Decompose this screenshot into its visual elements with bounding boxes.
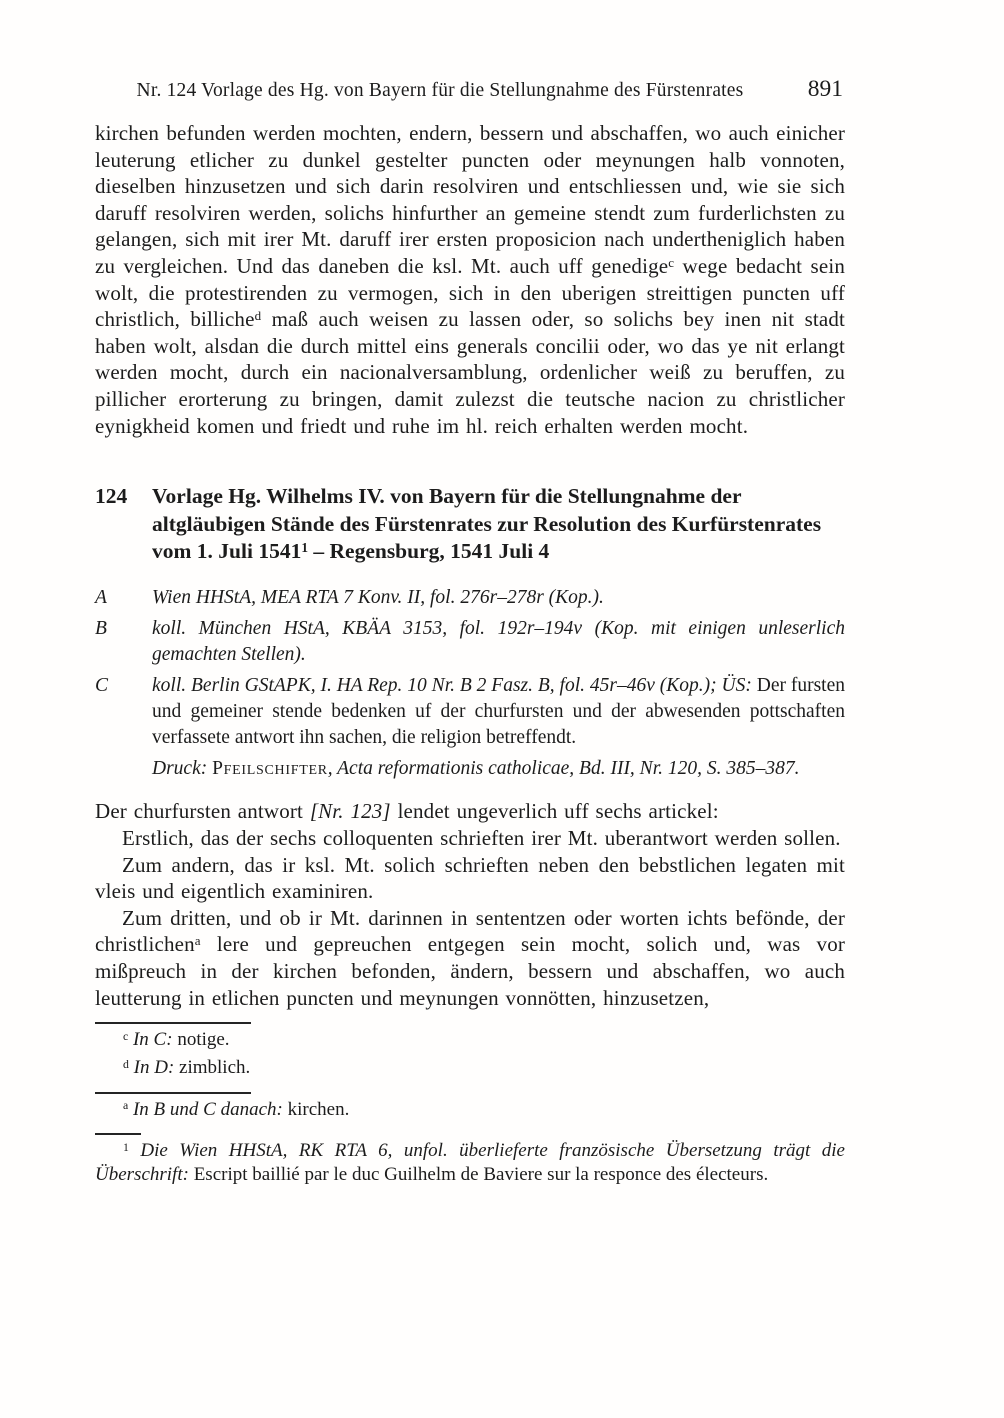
- source-label-c: C: [95, 675, 109, 697]
- source-label-b: B: [95, 618, 107, 640]
- source-text-b: koll. München HStA, KBÄA 3153, fol. 192r–194v (Kop. mit einigen unleserlich gemachten Stellen).: [152, 618, 845, 666]
- document-paragraph: Der churfursten antwort [Nr. 123] lendet ungeverlich uff sechs artickel:: [95, 799, 719, 824]
- footnote-variant-c: $^c$ In C: notige.: [123, 1029, 230, 1051]
- document-paragraph: Zum dritten, und ob ir Mt. darinnen in sententzen oder worten ichts befönde, der christlichen$^a$ lere und gepreuchen entgegen sein mocht, solich und, was vor mißpreuch in der kirchen befonden, ändern, bessern und abschaffen, wo auch leutterung in etlichen puncten und meynungen vonnötten, hinzusetzen,: [95, 905, 845, 1010]
- footnote-separator-rule: [95, 1092, 251, 1094]
- document-paragraph: Erstlich, das der sechs colloquenten schrieften irer Mt. uberantwort werden sollen.: [122, 825, 841, 850]
- print-note: Druck: Pfeilschifter, Acta reformationis catholicae, Bd. III, Nr. 120, S. 385–387.: [152, 758, 800, 780]
- running-title: Nr. 124 Vorlage des Hg. von Bayern für die Stellungnahme des Fürstenrates: [136, 80, 744, 101]
- document-paragraph: Zum andern, das ir ksl. Mt. solich schrieften neben den bebstlichen legaten mit vleis und eigentlich examiniren.: [95, 852, 845, 904]
- footnote-group-variants-cd: [95, 1022, 845, 1080]
- source-text-a: Wien HHStA, MEA RTA 7 Konv. II, fol. 276r–278r (Kop.).: [152, 587, 604, 609]
- document-title: Vorlage Hg. Wilhelms IV. von Bayern für die Stellungnahme der altgläubigen Stände des Fürstenrates zur Resolution des Kurfürstenrates vom 1. Juli 1541$^1$ – Regensburg, 1541 Juli 4: [152, 484, 822, 563]
- footnote-separator-rule: [95, 1022, 251, 1024]
- source-row-a: [95, 585, 845, 611]
- footnote-variant-a: $^a$ In B und C danach: kirchen.: [123, 1098, 350, 1120]
- footnote-1: $^1$ Die Wien HHStA, RK RTA 6, unfol. überlieferte französische Übersetzung trägt die Überschrift: Escript baillié par le duc Guilhelm de Baviere sur la responce des électeurs.: [95, 1140, 845, 1186]
- continuation-paragraph: kirchen befunden werden mochten, endern, bessern und abschaffen, wo auch einicher leuterung etlicher zu dunkel gestelter puncten oder meynungen halb vonnoten, dieselben hinzusetzen und sich darin resolviren und entschliessen und, wie sie sich daruff resolviren werden, solichs hinfurther an gemeine stendt zum furderlichsten zu gelangen, sich mit irer Mt. daruff irer ersten proposicion nach undertheniglich haben zu vergleichen. Und das daneben die ksl. Mt. auch uff genedige$^c$ wege bedacht sein wolt, die protestirenden zu vermogen, sich in den uberigen streittigen puncten uff christlich, billiche$^d$ maß auch weisen zu lassen oder, so solichs bey inen nit stadt haben wolt, alsdan die durch mittel eins generals concilii oder, wo das ye nit erlangt werden mocht, durch ein nacionalversamblung, ordenlicher weiß zu beruffen, zu pillicher erorterung zu bringen, damit zulezst die teutsche nacion zu christlicher eynigkheid komen und friedt und ruhe im hl. reich erhalten werden mocht.: [95, 121, 845, 438]
- source-apparatus: [95, 585, 845, 782]
- source-label-a: A: [95, 587, 107, 609]
- footnote-area: [95, 1022, 845, 1187]
- page-header: [95, 76, 845, 112]
- source-row-b: [95, 616, 845, 668]
- footnote-variant-d: $^d$ In D: zimblich.: [123, 1056, 251, 1078]
- text-block: [95, 76, 845, 1199]
- source-row-c: [95, 673, 845, 751]
- page-number: 891: [807, 76, 843, 102]
- source-text-c: koll. Berlin GStAPK, I. HA Rep. 10 Nr. B 2 Fasz. B, fol. 45r–46v (Kop.); ÜS: Der fursten und gemeiner stende bedenken uf der churfursten und der abwesenden pottschaften verfassete antwort ihn sachen, die religion betreffendt.: [152, 675, 845, 749]
- document-heading: [95, 483, 845, 565]
- footnote-group-variant-a: [95, 1092, 845, 1122]
- document-number: 124: [95, 484, 128, 509]
- footnote-group-commentary: [95, 1133, 845, 1187]
- footnote-separator-rule: [95, 1133, 141, 1135]
- document-text: [95, 798, 845, 1011]
